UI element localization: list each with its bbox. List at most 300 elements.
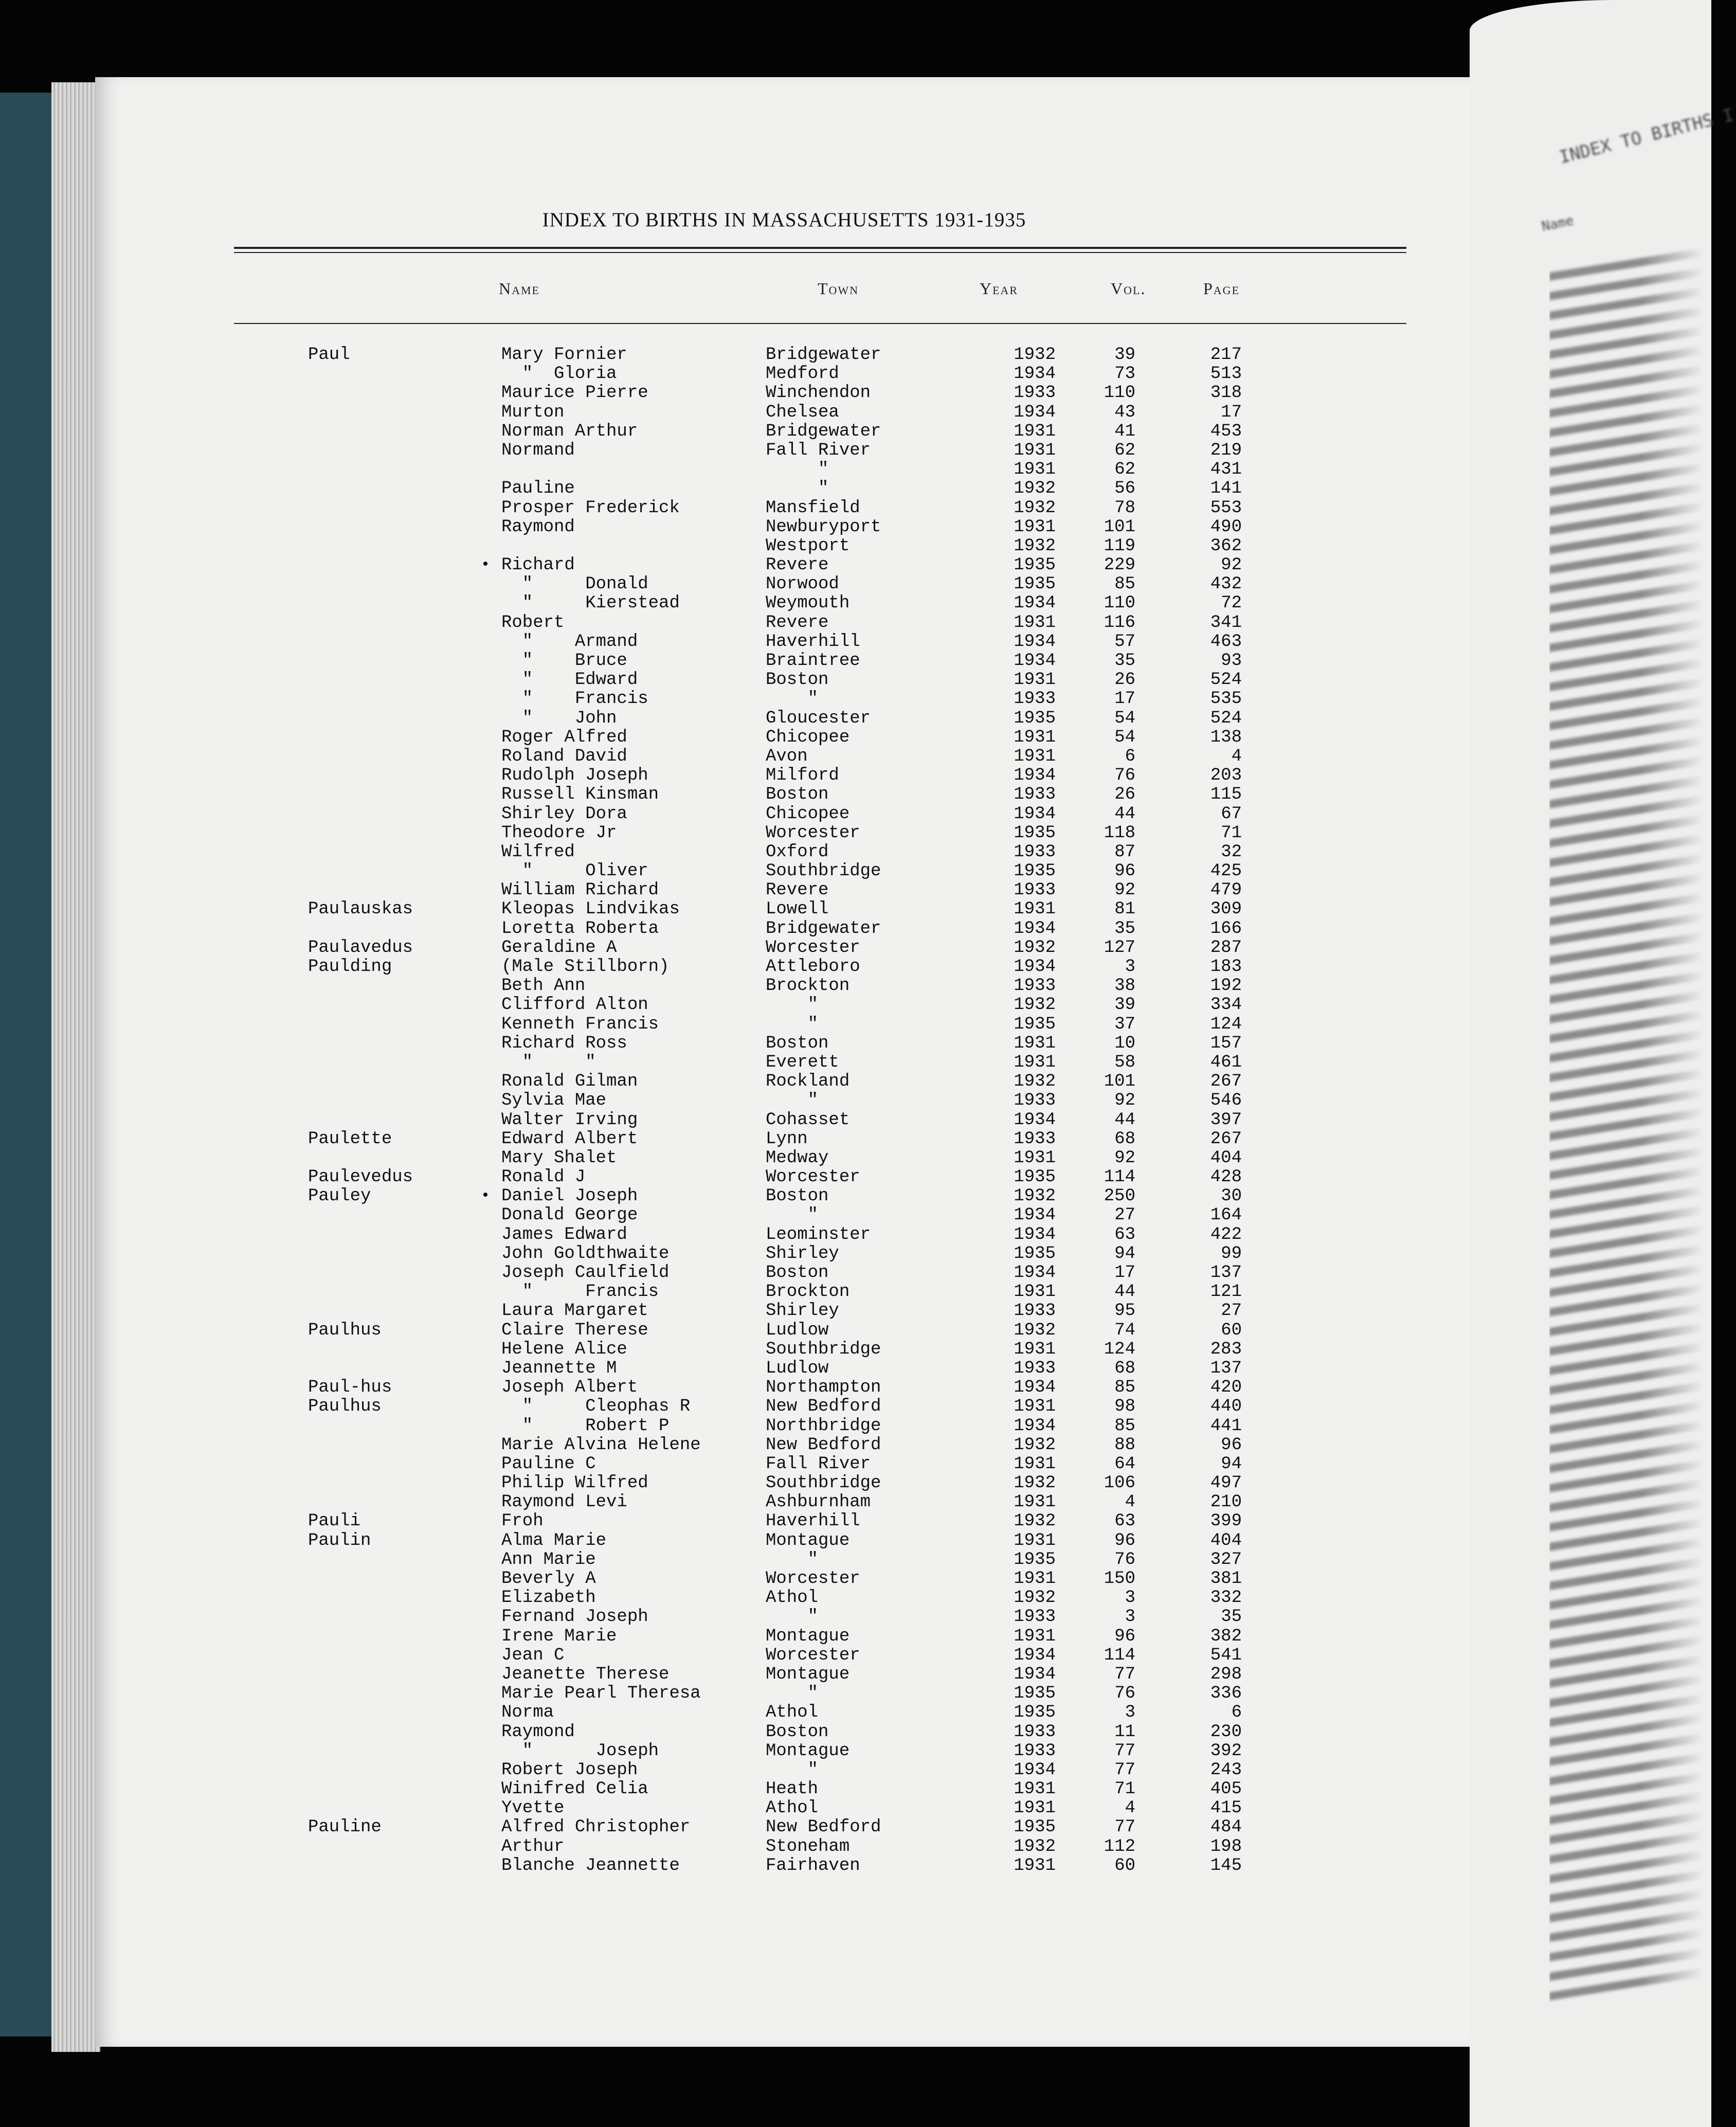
name-cell: Arthur [501, 1836, 565, 1856]
col-header-name: Name [499, 279, 540, 298]
page-cell: 166 [1210, 918, 1242, 939]
volume-cell: 77 [1114, 1817, 1135, 1837]
year-cell: 1933 [1014, 1091, 1056, 1111]
table-row [95, 1455, 1473, 1474]
surname-cell: Paulavedus [308, 938, 413, 958]
table-row [95, 1417, 1473, 1436]
volume-cell: 44 [1114, 1282, 1135, 1302]
town-cell: Milford [766, 766, 839, 786]
town-cell: Chicopee [766, 727, 850, 747]
index-table [95, 346, 1473, 1876]
page-cell: 431 [1210, 460, 1242, 480]
town-cell: Southbridge [766, 1473, 881, 1493]
table-row [95, 1111, 1473, 1130]
page-cell: 422 [1210, 1224, 1242, 1245]
year-cell: 1935 [1014, 1549, 1056, 1570]
volume-cell: 127 [1104, 938, 1135, 958]
name-cell: Winifred Celia [501, 1779, 648, 1799]
name-cell: Yvette [501, 1798, 565, 1818]
name-cell: Ann Marie [501, 1549, 596, 1570]
name-cell: Normand [501, 440, 575, 460]
town-cell: New Bedford [766, 1817, 881, 1837]
table-row [95, 709, 1473, 728]
volume-cell: 3 [1125, 1607, 1135, 1627]
year-cell: 1931 [1014, 1454, 1056, 1474]
surname-cell: Paulin [308, 1530, 371, 1551]
town-cell: Stoneham [766, 1836, 850, 1856]
surname-cell: Pauli [308, 1511, 361, 1531]
page-cell: 210 [1210, 1492, 1242, 1512]
name-cell: Richard Ross [501, 1033, 627, 1053]
year-cell: 1934 [1014, 651, 1056, 671]
volume-cell: 101 [1104, 1072, 1135, 1092]
year-cell: 1934 [1014, 1263, 1056, 1283]
bullet-mark: • [481, 1187, 491, 1205]
volume-cell: 4 [1125, 1492, 1135, 1512]
year-cell: 1931 [1014, 460, 1056, 480]
year-cell: 1935 [1014, 574, 1056, 594]
year-cell: 1934 [1014, 593, 1056, 614]
volume-cell: 150 [1104, 1569, 1135, 1589]
volume-cell: 63 [1114, 1511, 1135, 1531]
year-cell: 1931 [1014, 1530, 1056, 1551]
page-cell: 318 [1210, 383, 1242, 403]
town-cell: Boston [766, 1186, 829, 1206]
table-row [95, 1245, 1473, 1264]
page-cell: 183 [1210, 957, 1242, 977]
page-cell: 336 [1210, 1684, 1242, 1704]
table-row [95, 1742, 1473, 1761]
name-cell: Donald George [501, 1205, 638, 1225]
name-cell: Walter Irving [501, 1110, 638, 1130]
year-cell: 1932 [1014, 1072, 1056, 1092]
table-row [95, 1397, 1473, 1416]
volume-cell: 96 [1114, 861, 1135, 881]
town-cell: Boston [766, 670, 829, 690]
town-cell: Worcester [766, 1167, 860, 1187]
town-cell: Athol [766, 1703, 819, 1723]
town-cell: Southbridge [766, 1339, 881, 1359]
col-header-vol: Vol. [1111, 279, 1146, 298]
table-row [95, 900, 1473, 919]
volume-cell: 6 [1125, 746, 1135, 766]
volume-cell: 116 [1104, 612, 1135, 633]
table-row [95, 1321, 1473, 1340]
name-cell: Elizabeth [501, 1588, 596, 1608]
volume-cell: 78 [1114, 498, 1135, 518]
name-cell: " Kierstead [501, 593, 680, 614]
year-cell: 1935 [1014, 861, 1056, 881]
page-cell: 283 [1210, 1339, 1242, 1359]
town-cell: Haverhill [766, 632, 860, 652]
volume-cell: 76 [1114, 766, 1135, 786]
town-cell: " [766, 1014, 819, 1034]
volume-cell: 60 [1114, 1855, 1135, 1876]
year-cell: 1935 [1014, 823, 1056, 843]
table-row [95, 1551, 1473, 1570]
volume-cell: 41 [1114, 421, 1135, 441]
year-cell: 1935 [1014, 1167, 1056, 1187]
town-cell: Bridgewater [766, 918, 881, 939]
name-cell: " Joseph [501, 1741, 659, 1761]
table-row [95, 633, 1473, 652]
page-cell: 341 [1210, 612, 1242, 633]
col-header-year: Year [980, 279, 1019, 298]
volume-cell: 68 [1114, 1129, 1135, 1149]
town-cell: " [766, 479, 829, 499]
page-cell: 60 [1221, 1320, 1242, 1340]
table-row [95, 958, 1473, 977]
year-cell: 1932 [1014, 1435, 1056, 1455]
year-cell: 1932 [1014, 1186, 1056, 1206]
volume-cell: 35 [1114, 918, 1135, 939]
page-cell: 138 [1210, 727, 1242, 747]
volume-cell: 74 [1114, 1320, 1135, 1340]
town-cell: Bridgewater [766, 421, 881, 441]
year-cell: 1931 [1014, 1798, 1056, 1818]
page-cell: 72 [1221, 593, 1242, 614]
name-cell: James Edward [501, 1224, 627, 1245]
page-cell: 198 [1210, 1836, 1242, 1856]
year-cell: 1931 [1014, 1569, 1056, 1589]
volume-cell: 76 [1114, 1684, 1135, 1704]
page-cell: 546 [1210, 1091, 1242, 1111]
name-cell: Russell Kinsman [501, 785, 659, 805]
year-cell: 1931 [1014, 670, 1056, 690]
table-row [95, 384, 1473, 403]
table-row [95, 766, 1473, 785]
town-cell: Newburyport [766, 517, 881, 537]
name-cell: Sylvia Mae [501, 1091, 607, 1111]
table-row [95, 728, 1473, 747]
name-cell: " Donald [501, 574, 648, 594]
volume-cell: 10 [1114, 1033, 1135, 1053]
name-cell: Edward Albert [501, 1129, 638, 1149]
volume-cell: 92 [1114, 1148, 1135, 1168]
year-cell: 1934 [1014, 918, 1056, 939]
page-cell: 425 [1210, 861, 1242, 881]
table-row [95, 1856, 1473, 1876]
table-row [95, 843, 1473, 862]
page-cell: 513 [1210, 364, 1242, 384]
town-cell: Avon [766, 746, 808, 766]
page-cell: 484 [1210, 1817, 1242, 1837]
town-cell: Rockland [766, 1072, 850, 1092]
town-cell: " [766, 1684, 819, 1704]
year-cell: 1934 [1014, 804, 1056, 824]
name-cell: Mary Fornier [501, 345, 627, 365]
right-page-blurred-text [1549, 243, 1704, 2006]
year-cell: 1934 [1014, 402, 1056, 422]
page-cell: 541 [1210, 1645, 1242, 1665]
page-cell: 405 [1210, 1779, 1242, 1799]
page-cell: 32 [1221, 842, 1242, 862]
table-row [95, 518, 1473, 537]
year-cell: 1931 [1014, 1052, 1056, 1072]
town-cell: Fall River [766, 1454, 871, 1474]
volume-cell: 119 [1104, 536, 1135, 556]
table-row [95, 422, 1473, 441]
year-cell: 1932 [1014, 1473, 1056, 1493]
volume-cell: 37 [1114, 1014, 1135, 1034]
page-cell: 432 [1210, 574, 1242, 594]
name-cell: Norman Arthur [501, 421, 638, 441]
name-cell: Blanche Jeannette [501, 1855, 680, 1876]
year-cell: 1933 [1014, 1741, 1056, 1761]
name-cell: Wilfred [501, 842, 575, 862]
volume-cell: 77 [1114, 1760, 1135, 1780]
name-cell: " Francis [501, 689, 648, 709]
town-cell: Leominster [766, 1224, 871, 1245]
table-row [95, 1589, 1473, 1608]
town-cell: Shirley [766, 1301, 839, 1321]
name-cell: Jeannette M [501, 1358, 617, 1378]
town-cell: Revere [766, 880, 829, 900]
name-cell: " Gloria [501, 364, 617, 384]
town-cell: Chelsea [766, 402, 839, 422]
town-cell: Worcester [766, 938, 860, 958]
volume-cell: 11 [1114, 1722, 1135, 1742]
name-cell: Beverly A [501, 1569, 596, 1589]
town-cell: Worcester [766, 823, 860, 843]
town-cell: Winchendon [766, 383, 871, 403]
table-row [95, 1512, 1473, 1531]
year-cell: 1933 [1014, 1358, 1056, 1378]
year-cell: 1932 [1014, 995, 1056, 1015]
table-row [95, 1608, 1473, 1627]
town-cell: Boston [766, 1263, 829, 1283]
name-cell: Raymond [501, 1722, 575, 1742]
page-cell: 287 [1210, 938, 1242, 958]
name-cell: Irene Marie [501, 1626, 617, 1646]
year-cell: 1934 [1014, 1664, 1056, 1684]
table-row [95, 881, 1473, 900]
table-row [95, 1646, 1473, 1665]
table-row [95, 1206, 1473, 1225]
name-cell: " Edward [501, 670, 638, 690]
volume-cell: 27 [1114, 1205, 1135, 1225]
table-row [95, 1723, 1473, 1742]
table-row [95, 1665, 1473, 1684]
name-cell: Raymond [501, 517, 575, 537]
volume-cell: 77 [1114, 1741, 1135, 1761]
volume-cell: 68 [1114, 1358, 1135, 1378]
table-row [95, 594, 1473, 613]
year-cell: 1934 [1014, 1224, 1056, 1245]
table-row [95, 1627, 1473, 1646]
year-cell: 1931 [1014, 1339, 1056, 1359]
year-cell: 1931 [1014, 421, 1056, 441]
name-cell: Geraldine A [501, 938, 617, 958]
volume-cell: 110 [1104, 593, 1135, 614]
page-cell: 428 [1210, 1167, 1242, 1187]
year-cell: 1931 [1014, 899, 1056, 920]
town-cell: Mansfield [766, 498, 860, 518]
col-header-page: Page [1203, 279, 1240, 298]
town-cell: Montague [766, 1626, 850, 1646]
volume-cell: 62 [1114, 460, 1135, 480]
page-cell: 267 [1210, 1072, 1242, 1092]
name-cell: " John [501, 708, 617, 728]
page-cell: 404 [1210, 1148, 1242, 1168]
year-cell: 1931 [1014, 1779, 1056, 1799]
page-cell: 157 [1210, 1033, 1242, 1053]
page-cell: 497 [1210, 1473, 1242, 1493]
name-cell: Joseph Albert [501, 1378, 638, 1398]
table-row [95, 441, 1473, 460]
year-cell: 1932 [1014, 938, 1056, 958]
surname-cell: Paul [308, 345, 350, 365]
volume-cell: 44 [1114, 1110, 1135, 1130]
name-cell: Philip Wilfred [501, 1473, 648, 1493]
year-cell: 1933 [1014, 785, 1056, 805]
page-cell: 203 [1210, 766, 1242, 786]
volume-cell: 73 [1114, 364, 1135, 384]
town-cell: Ludlow [766, 1358, 829, 1378]
town-cell: " [766, 689, 819, 709]
volume-cell: 54 [1114, 708, 1135, 728]
year-cell: 1931 [1014, 727, 1056, 747]
page-cell: 535 [1210, 689, 1242, 709]
volume-cell: 95 [1114, 1301, 1135, 1321]
name-cell: Shirley Dora [501, 804, 627, 824]
name-cell: Murton [501, 402, 565, 422]
volume-cell: 4 [1125, 1798, 1135, 1818]
town-cell: Haverhill [766, 1511, 860, 1531]
year-cell: 1934 [1014, 1205, 1056, 1225]
town-cell: Attleboro [766, 957, 860, 977]
town-cell: Medway [766, 1148, 829, 1168]
name-cell: Helene Alice [501, 1339, 627, 1359]
town-cell: " [766, 1205, 819, 1225]
page-cell: 243 [1210, 1760, 1242, 1780]
page-cell: 553 [1210, 498, 1242, 518]
right-page-title: INDEX TO BIRTHS I [1557, 104, 1736, 168]
town-cell: Worcester [766, 1645, 860, 1665]
volume-cell: 64 [1114, 1454, 1135, 1474]
name-cell: Joseph Caulfield [501, 1263, 670, 1283]
surname-cell: Paulauskas [308, 899, 413, 920]
table-row [95, 1302, 1473, 1321]
volume-cell: 88 [1114, 1435, 1135, 1455]
year-cell: 1935 [1014, 1703, 1056, 1723]
town-cell: Montague [766, 1664, 850, 1684]
table-row [95, 671, 1473, 690]
town-cell: Boston [766, 785, 829, 805]
table-row [95, 824, 1473, 843]
year-cell: 1932 [1014, 536, 1056, 556]
volume-cell: 85 [1114, 1378, 1135, 1398]
name-cell: " Francis [501, 1282, 659, 1302]
left-page [95, 77, 1473, 2047]
volume-cell: 98 [1114, 1397, 1135, 1417]
town-cell: Montague [766, 1530, 850, 1551]
town-cell: " [766, 1549, 819, 1570]
surname-cell: Pauley [308, 1186, 371, 1206]
table-row [95, 1531, 1473, 1551]
town-cell: Lowell [766, 899, 829, 920]
page-cell: 94 [1221, 1454, 1242, 1474]
page-cell: 192 [1210, 976, 1242, 996]
page-cell: 4 [1231, 746, 1242, 766]
page-cell: 524 [1210, 708, 1242, 728]
town-cell: Southbridge [766, 861, 881, 881]
year-cell: 1932 [1014, 1836, 1056, 1856]
year-cell: 1934 [1014, 1110, 1056, 1130]
page-cell: 298 [1210, 1664, 1242, 1684]
year-cell: 1931 [1014, 517, 1056, 537]
year-cell: 1933 [1014, 1129, 1056, 1149]
volume-cell: 94 [1114, 1243, 1135, 1264]
table-row [95, 1837, 1473, 1856]
town-cell: Athol [766, 1588, 819, 1608]
name-cell: Pauline [501, 479, 575, 499]
surname-cell: Pauline [308, 1817, 382, 1837]
name-cell: Pauline C [501, 1454, 596, 1474]
name-cell: Norma [501, 1703, 554, 1723]
page-cell: 267 [1210, 1129, 1242, 1149]
name-cell: Laura Margaret [501, 1301, 648, 1321]
page-cell: 453 [1210, 421, 1242, 441]
volume-cell: 112 [1104, 1836, 1135, 1856]
table-row [95, 652, 1473, 671]
volume-cell: 250 [1104, 1186, 1135, 1206]
table-row [95, 996, 1473, 1015]
page-cell: 479 [1210, 880, 1242, 900]
volume-cell: 54 [1114, 727, 1135, 747]
table-row [95, 537, 1473, 556]
name-cell: Rudolph Joseph [501, 766, 648, 786]
town-cell: Boston [766, 1722, 829, 1742]
name-cell: Ronald J [501, 1167, 586, 1187]
page-cell: 420 [1210, 1378, 1242, 1398]
table-row [95, 920, 1473, 939]
right-page-col-header: Name [1540, 212, 1576, 235]
year-cell: 1933 [1014, 880, 1056, 900]
volume-cell: 110 [1104, 383, 1135, 403]
table-row [95, 346, 1473, 365]
column-header-rule [234, 323, 1406, 324]
page-cell: 332 [1210, 1588, 1242, 1608]
volume-cell: 76 [1114, 1549, 1135, 1570]
table-row [95, 862, 1473, 881]
volume-cell: 87 [1114, 842, 1135, 862]
town-cell: Brockton [766, 1282, 850, 1302]
town-cell: " [766, 1607, 819, 1627]
town-cell: Norwood [766, 574, 839, 594]
table-row [95, 1436, 1473, 1455]
name-cell: Beth Ann [501, 976, 586, 996]
town-cell: Northbridge [766, 1416, 881, 1436]
year-cell: 1932 [1014, 1511, 1056, 1531]
volume-cell: 62 [1114, 440, 1135, 460]
table-row [95, 977, 1473, 996]
year-cell: 1931 [1014, 1492, 1056, 1512]
name-cell: Jeanette Therese [501, 1664, 670, 1684]
surname-cell: Paulding [308, 957, 392, 977]
name-cell: Marie Pearl Theresa [501, 1684, 701, 1704]
header-rule-top [234, 247, 1406, 249]
year-cell: 1933 [1014, 1722, 1056, 1742]
table-row [95, 1091, 1473, 1110]
page-cell: 524 [1210, 670, 1242, 690]
year-cell: 1932 [1014, 479, 1056, 499]
volume-cell: 38 [1114, 976, 1135, 996]
table-row [95, 1474, 1473, 1493]
name-cell: Jean C [501, 1645, 565, 1665]
page-cell: 392 [1210, 1741, 1242, 1761]
town-cell: Northampton [766, 1378, 881, 1398]
